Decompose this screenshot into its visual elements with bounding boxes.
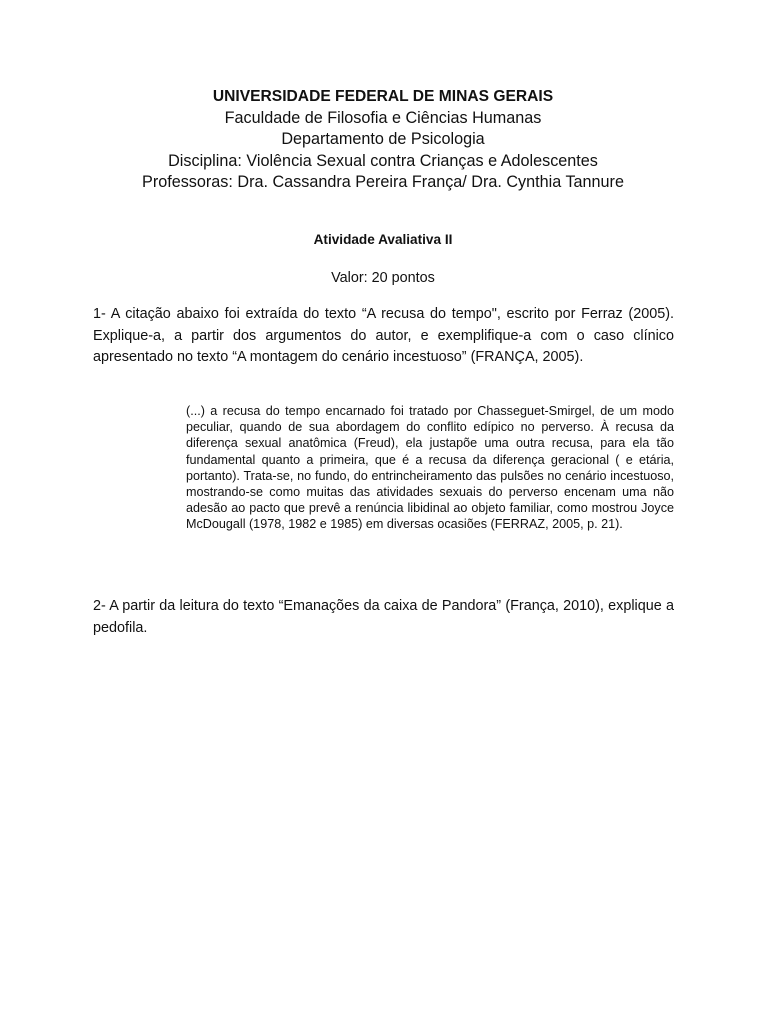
professors-line: Professoras: Dra. Cassandra Pereira França/ Dra. Cynthia Tannure <box>142 173 624 192</box>
question-2: 2- A partir da leitura do texto “Emanações da caixa de Pandora” (França, 2010), explique a pedofila. <box>93 598 674 636</box>
document-header <box>0 86 766 194</box>
activity-title: Atividade Avaliativa II <box>313 232 453 247</box>
activity-value: Valor: 20 pontos <box>331 270 435 286</box>
block-quote: (...) a recusa do tempo encarnado foi tratado por Chasseguet-Smirgel, de um modo peculiar, quando de sua abordagem do conflito edípico no perverso. À recusa da diferença sexual anatômica (Freud), ela justapõe uma outra recusa, para ela tão fundamental quanto a primeira, que é a recusa da diferença geracional ( e etária, portanto). Trata-se, no fundo, do entrincheiramento das pulsões no cenário incestuoso, mostrando-se como muitas das atividades sexuais do perverso encenam uma não adesão ao pacto que prevê a renúncia libidinal ao objeto familiar, como mostrou Joyce McDougall (1978, 1982 e 1985) em diversas ocasiões (FERRAZ, 2005, p. 21). <box>186 404 674 532</box>
question-1: 1- A citação abaixo foi extraída do texto “A recusa do tempo", escrito por Ferraz (2005). Explique-a, a partir dos argumentos do autor, e exemplifique-a com o caso clínico apresentado no texto “A montagem do cenário incestuoso” (FRANÇA, 2005). <box>93 306 674 366</box>
course-name: Disciplina: Violência Sexual contra Crianças e Adolescentes <box>168 151 598 170</box>
department-name: Departamento de Psicologia <box>281 130 485 149</box>
university-name: UNIVERSIDADE FEDERAL DE MINAS GERAIS <box>212 88 554 105</box>
faculty-name: Faculdade de Filosofia e Ciências Humanas <box>224 108 542 127</box>
